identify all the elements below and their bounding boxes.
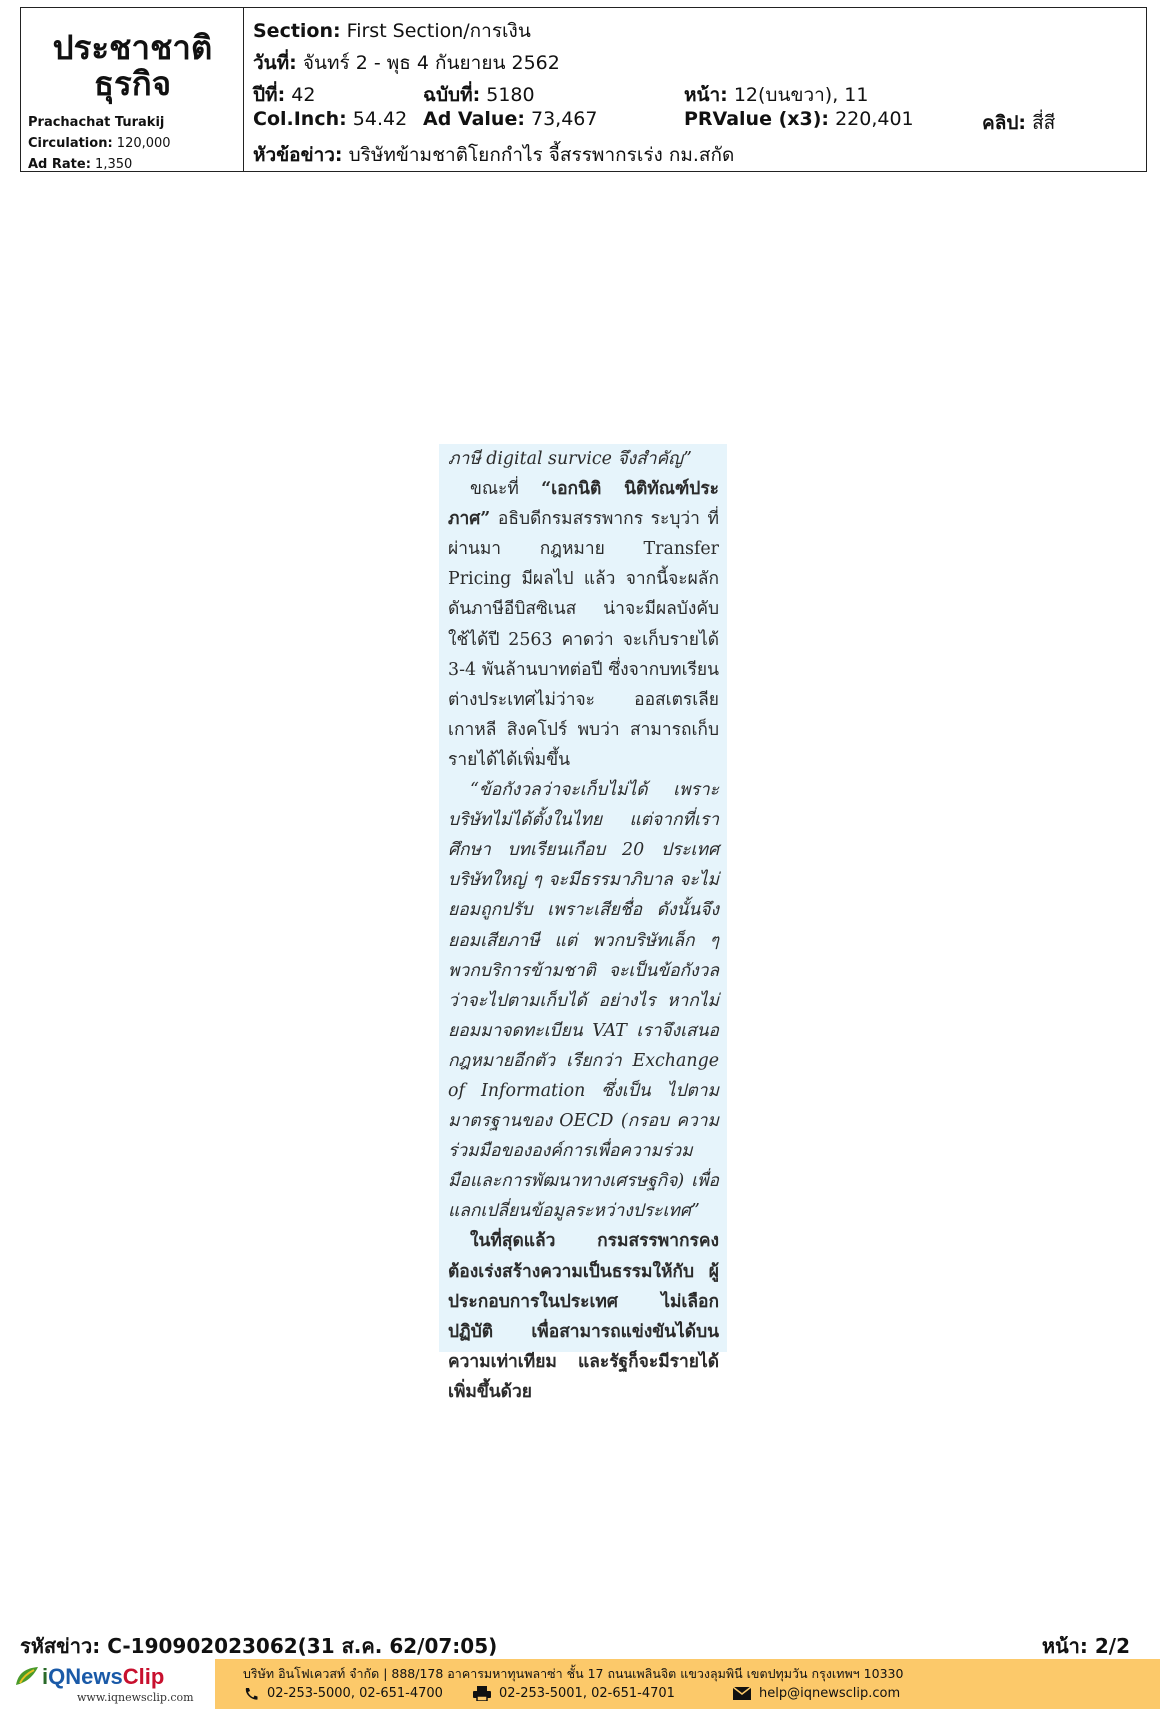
mail-icon — [733, 1687, 751, 1700]
issue-label: ฉบับที่: — [423, 84, 481, 106]
logo-url: www.iqnewsclip.com — [77, 1691, 194, 1704]
circulation-value: 120,000 — [116, 136, 171, 151]
headline-label: หัวข้อข่าว: — [253, 144, 343, 166]
page-indicator: หน้า: 2/2 — [1041, 1634, 1130, 1658]
logo-clip: Clip — [122, 1664, 165, 1689]
clip-info — [244, 8, 1146, 171]
circulation-label: Circulation: — [28, 136, 113, 151]
advalue-value: 73,467 — [530, 108, 598, 130]
advalue-label: Ad Value: — [423, 108, 525, 130]
clip-color-value: สี่สี — [1032, 112, 1056, 134]
phone-contact — [243, 1686, 443, 1701]
date-label: วันที่: — [253, 52, 297, 74]
phone-icon — [243, 1687, 259, 1701]
fax-contact — [473, 1686, 675, 1701]
ad-rate-value: 1,350 — [95, 157, 133, 172]
page-value: 12(บนขวา), 11 — [733, 84, 869, 106]
publication-logo — [21, 30, 244, 102]
ad-rate-label: Ad Rate: — [28, 157, 91, 172]
leaf-logo-icon — [14, 1665, 40, 1687]
fax-icon — [473, 1686, 491, 1701]
article-p2-lead: ขณะที่ — [470, 479, 542, 500]
email-address: help@iqnewsclip.com — [759, 1686, 901, 1701]
logo-q: Q — [48, 1664, 66, 1689]
iqnewsclip-logo — [0, 1659, 215, 1709]
clip-header — [20, 7, 1147, 172]
email-contact — [733, 1686, 900, 1701]
date-row — [253, 48, 560, 78]
publication-brand — [21, 8, 244, 171]
publication-name-line1: ประชาชาติ — [52, 28, 213, 67]
article-paragraph-3: “ข้อกังวลว่าจะเก็บไม่ได้ เพราะ บริษัทไม่ได้ตั้งในไทย แต่จากที่เราศึกษา บทเรียนเกือบ 20 ประเทศ บริษัทใหญ่ ๆ จะมีธรรมาภิบาล จะไม่ยอมถูกปรับ เพราะเสียชื่อ ดังนั้นจึงยอมเสียภาษี แต่ พวกบริษัทเล็ก ๆ พวกบริการข้ามชาติ จะเป็นข้อกังวลว่าจะไปตามเก็บได้ อย่างไร หากไม่ยอมมาจดทะเบียน VAT เราจึงเสนอกฎหมายอีกตัว เรียกว่า Exchange of Information ซึ่งเป็น ไปตามมาตรฐานของ OECD (กรอบ ความร่วมมือขององค์การเพื่อความร่วม มือและการพัฒนาทางเศรษฐกิจ) เพื่อ แลกเปลี่ยนข้อมูลระหว่างประเทศ” — [448, 780, 719, 1222]
page-label: หน้า: — [684, 84, 728, 106]
year-value: 42 — [291, 84, 316, 106]
logo-news: News — [65, 1664, 123, 1689]
article-paragraph-2 — [448, 474, 719, 775]
clip-label: คลิป: — [982, 112, 1027, 134]
publication-english-name: Prachachat Turakij — [28, 115, 165, 130]
issue-value: 5180 — [486, 84, 535, 106]
phone-numbers: 02-253-5000, 02-651-4700 — [267, 1686, 443, 1701]
logo-i: i — [42, 1664, 49, 1689]
company-address: บริษัท อินโฟเควสท์ จำกัด | 888/178 อาคารมหาทุนพลาซ่า ชั้น 17 ถนนเพลินจิต แขวงลุมพินี เขตปทุมวัน กรุงเทพฯ 10330 — [243, 1666, 904, 1681]
article-quoted-name: “เอกนิติ นิติทัณฑ์ประภาศ” — [448, 479, 720, 530]
prvalue-value: 220,401 — [835, 108, 914, 130]
footer-contact-bar — [215, 1659, 1160, 1709]
article-paragraph-1: ภาษี digital survice จึงสำคัญ” — [448, 449, 692, 469]
publication-meta — [28, 112, 171, 175]
section-label: Section: — [253, 20, 341, 42]
headline-row — [253, 140, 734, 170]
logo-wordmark — [42, 1664, 164, 1690]
date-value: จันทร์ 2 - พุธ 4 กันยายน 2562 — [302, 52, 560, 74]
article-clip — [439, 444, 727, 1402]
news-code: รหัสข่าว: C-190902023062(31 ส.ค. 62/07:05) — [20, 1634, 498, 1658]
section-row — [253, 16, 531, 46]
section-value: First Section/การเงิน — [346, 20, 531, 42]
year-label: ปีที่: — [253, 84, 286, 106]
article-paragraph-4: ในที่สุดแล้ว กรมสรรพากรคง ต้องเร่งสร้างความเป็นธรรมให้กับ ผู้ประกอบการในประเทศ ไม่เลือก ปฏิบัติ เพื่อสามารถแข่งขันได้บน ความเท่าเทียม และรัฐก็จะมีรายได้ เพิ่มขึ้นด้วย — [448, 1231, 719, 1402]
headline-value: บริษัทข้ามชาติโยกกำไร จี้สรรพากรเร่ง กม.สกัด — [348, 144, 735, 166]
fax-numbers: 02-253-5001, 02-651-4701 — [499, 1686, 675, 1701]
prvalue-label: PRValue (x3): — [684, 108, 830, 130]
publication-name-line2: ธุรกิจ — [93, 64, 172, 103]
article-p2-rest: อธิบดีกรมสรรพากร ระบุว่า ที่ผ่านมา กฎหมาย Transfer Pricing มีผลไป แล้ว จากนี้จะผลักดันภาษีอีบิสซิเนส น่าจะมีผลบังคับใช้ได้ปี 2563 คาดว่า จะเก็บรายได้ 3-4 พันล้านบาทต่อปี ซึ่งจากบทเรียนต่างประเทศไม่ว่าจะ ออสเตรเลีย เกาหลี สิงคโปร์ พบว่า สามารถเก็บรายได้ได้เพิ่มขึ้น — [448, 509, 719, 770]
colinch-value: 54.42 — [352, 108, 408, 130]
colinch-label: Col.Inch: — [253, 108, 347, 130]
